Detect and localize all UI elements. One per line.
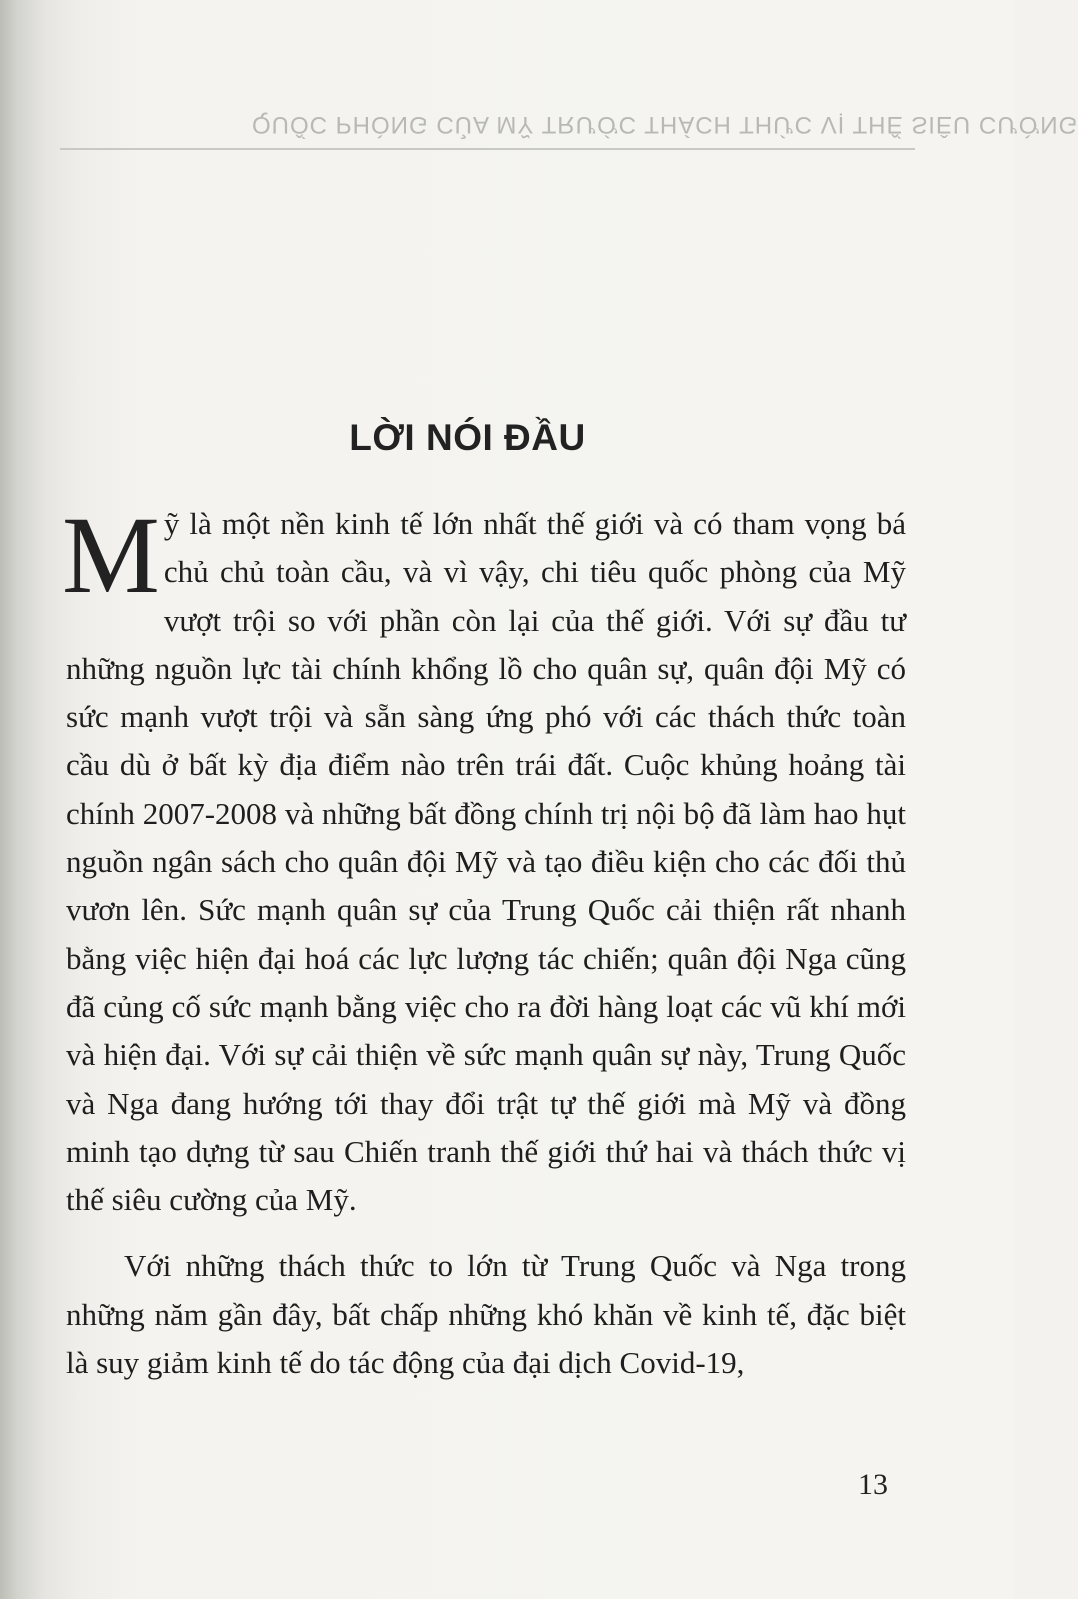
chapter-title: LỜI NÓI ĐẦU <box>349 416 586 458</box>
paragraph-2: Với những thách thức to lớn từ Trung Quốc và Nga trong những năm gần đây, bất chấp những khó khăn về kinh tế, đặc biệt là suy giảm kinh tế do tác động của đại dịch Covid-19, <box>66 1248 906 1381</box>
paragraph-1 <box>62 494 906 1224</box>
drop-cap: M <box>62 494 160 616</box>
paragraph-1-text: ỹ là một nền kinh tế lớn nhất thế giới và có tham vọng bá chủ chủ toàn cầu, và vì vậy, chi tiêu quốc phòng của Mỹ vượt trội so với phần còn lại của thế giới. Với sự đầu tư những nguồn lực tài chính khổng lồ cho quân sự, quân đội Mỹ có sức mạnh vượt trội và sẵn sàng ứng phó với các thách thức toàn cầu dù ở bất kỳ địa điểm nào trên trái đất. Cuộc khủng hoảng tài chính 2007-2008 và những bất đồng chính trị nội bộ đã làm hao hụt nguồn ngân sách cho quân đội Mỹ và tạo điều kiện cho các đối thủ vươn lên. Sức mạnh quân sự của Trung Quốc cải thiện rất nhanh bằng việc hiện đại hoá các lực lượng tác chiến; quân đội Nga cũng đã củng cố sức mạnh bằng việc cho ra đời hàng loạt các vũ khí mới và hiện đại. Với sự cải thiện về sức mạnh quân sự này, Trung Quốc và Nga đang hướng tới thay đổi trật tự thế giới mà Mỹ và đồng minh tạo dựng từ sau Chiến tranh thế giới thứ hai và thách thức vị thế siêu cường của Mỹ. <box>66 506 906 1218</box>
page-number: 13 <box>858 1468 888 1501</box>
header-rule <box>60 148 915 150</box>
body-text <box>62 494 906 1387</box>
running-head: QUỐC PHÒNG CỦA MỸ TRƯỚC THÁCH THỨC VỊ THẾ SIÊU CƯỜNG <box>252 111 1078 138</box>
